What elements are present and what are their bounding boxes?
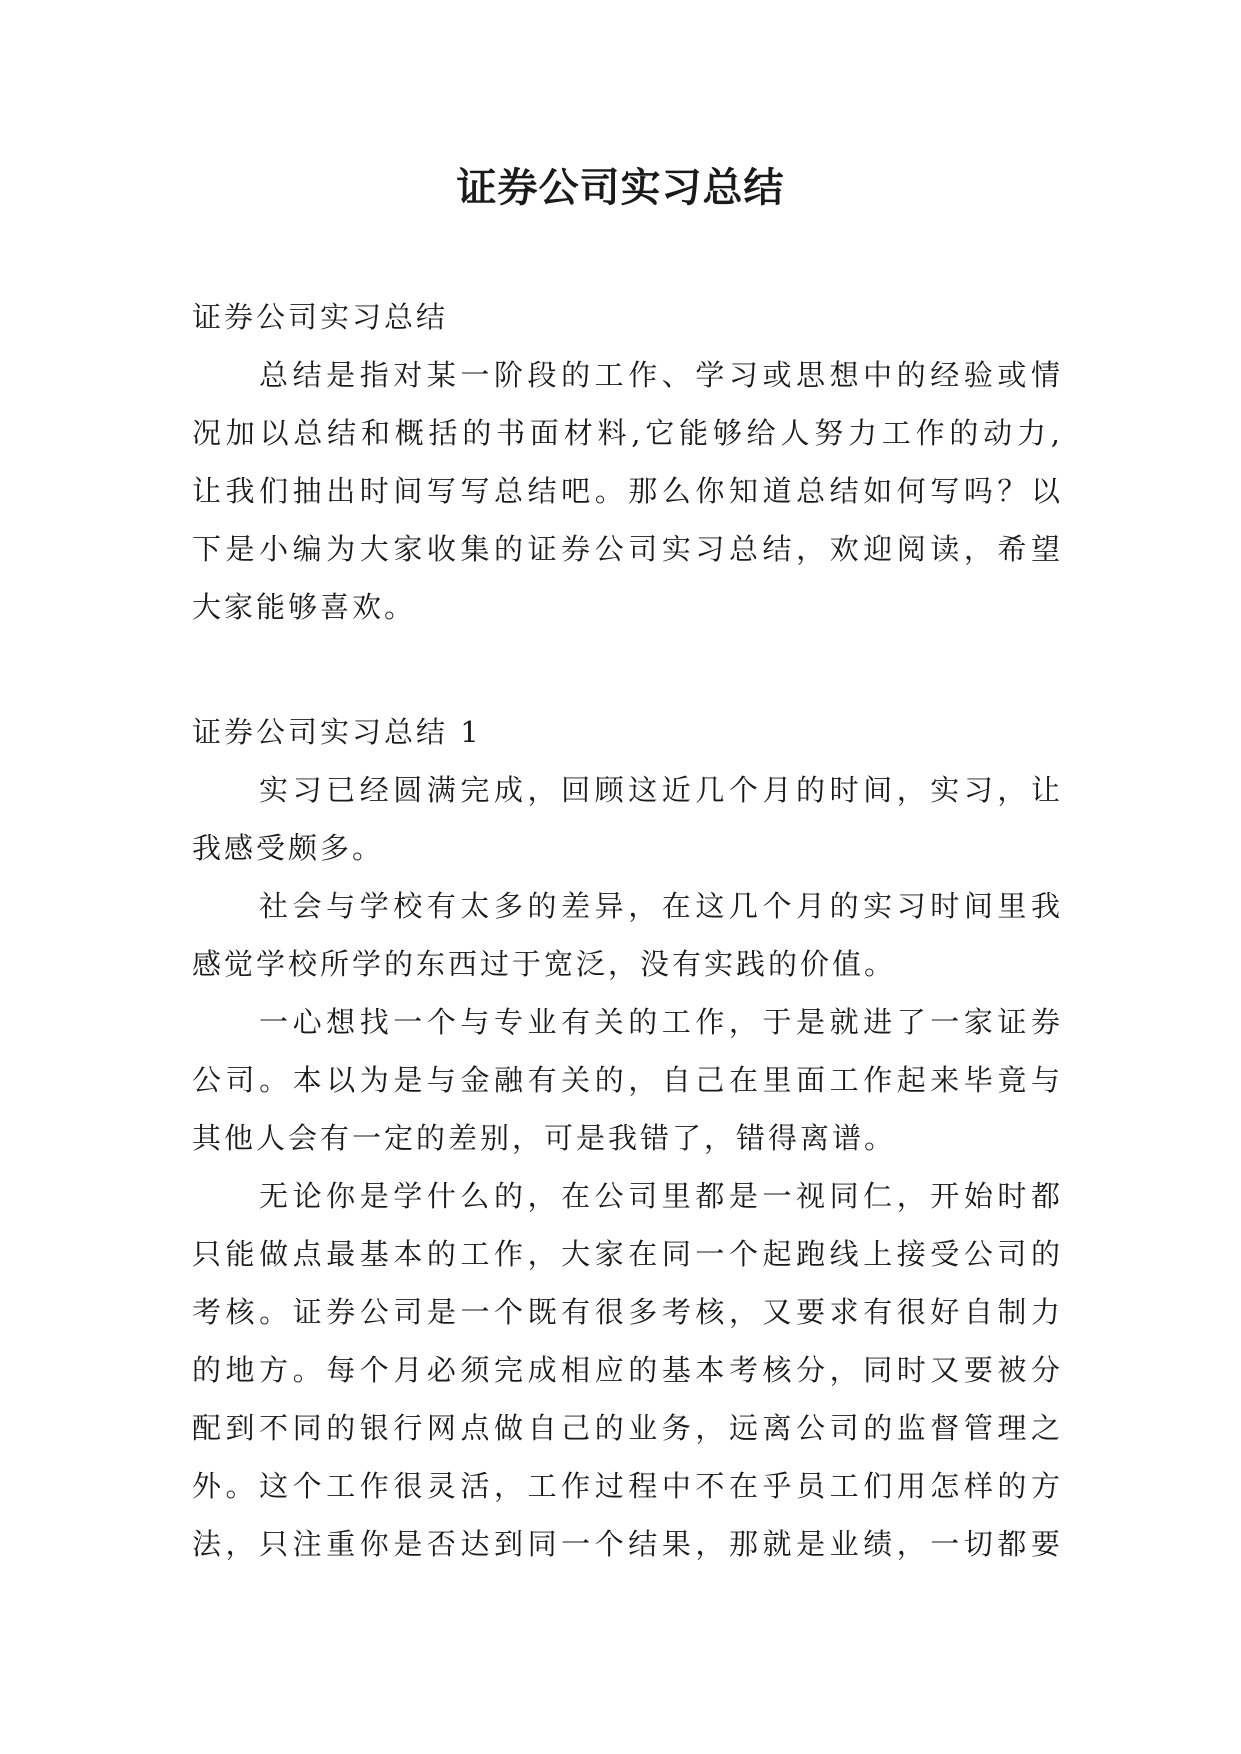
section-heading-1: 证券公司实习总结 1 xyxy=(192,715,482,749)
paragraph-2 xyxy=(192,877,1060,993)
paragraph-line: 考核。证券公司是一个既有很多考核，又要求有很好自制力 xyxy=(192,1295,1060,1329)
section-spacer xyxy=(192,636,1060,703)
paragraph-line: 公司。本以为是与金融有关的，自己在里面工作起来毕竟与 xyxy=(192,1063,1060,1097)
paragraph-line: 无论你是学什么的，在公司里都是一视同仁，开始时都 xyxy=(259,1179,1060,1213)
paragraph-line: 让我们抽出时间写写总结吧。那么你知道总结如何写吗？以 xyxy=(192,474,1060,508)
paragraph-line: 实习已经圆满完成，回顾这近几个月的时间，实习，让 xyxy=(259,773,1060,807)
intro-paragraph xyxy=(192,346,1060,636)
paragraph-line: 外。这个工作很灵活，工作过程中不在乎员工们用怎样的方 xyxy=(192,1469,1060,1503)
paragraph-line: 大家能够喜欢。 xyxy=(192,590,417,624)
paragraph-line: 的地方。每个月必须完成相应的基本考核分，同时又要被分 xyxy=(192,1353,1060,1387)
paragraph-line: 社会与学校有太多的差异，在这几个月的实习时间里我 xyxy=(259,889,1060,923)
document-body xyxy=(192,288,1060,1573)
paragraph-line: 我感受颇多。 xyxy=(192,831,385,865)
section-heading-main: 证券公司实习总结 xyxy=(192,300,449,334)
paragraph-line: 感觉学校所学的东西过于宽泛，没有实践的价值。 xyxy=(192,947,897,981)
paragraph-line: 其他人会有一定的差别，可是我错了，错得离谱。 xyxy=(192,1121,897,1155)
paragraph-line: 况加以总结和概括的书面材料,它能够给人努力工作的动力, xyxy=(192,416,1060,450)
page-title: 证券公司实习总结 xyxy=(456,164,785,211)
paragraph-line: 法，只注重你是否达到同一个结果，那就是业绩，一切都要 xyxy=(192,1527,1060,1561)
paragraph-1 xyxy=(192,761,1060,877)
paragraph-3 xyxy=(192,993,1060,1167)
paragraph-line: 一心想找一个与专业有关的工作，于是就进了一家证券 xyxy=(259,1005,1060,1039)
paragraph-line: 下是小编为大家收集的证券公司实习总结，欢迎阅读，希望 xyxy=(192,532,1060,566)
paragraph-line: 配到不同的银行网点做自己的业务，远离公司的监督管理之 xyxy=(192,1411,1060,1445)
paragraph-line: 只能做点最基本的工作，大家在同一个起跑线上接受公司的 xyxy=(192,1237,1060,1271)
paragraph-4 xyxy=(192,1167,1060,1573)
paragraph-line: 总结是指对某一阶段的工作、学习或思想中的经验或情 xyxy=(259,358,1060,392)
